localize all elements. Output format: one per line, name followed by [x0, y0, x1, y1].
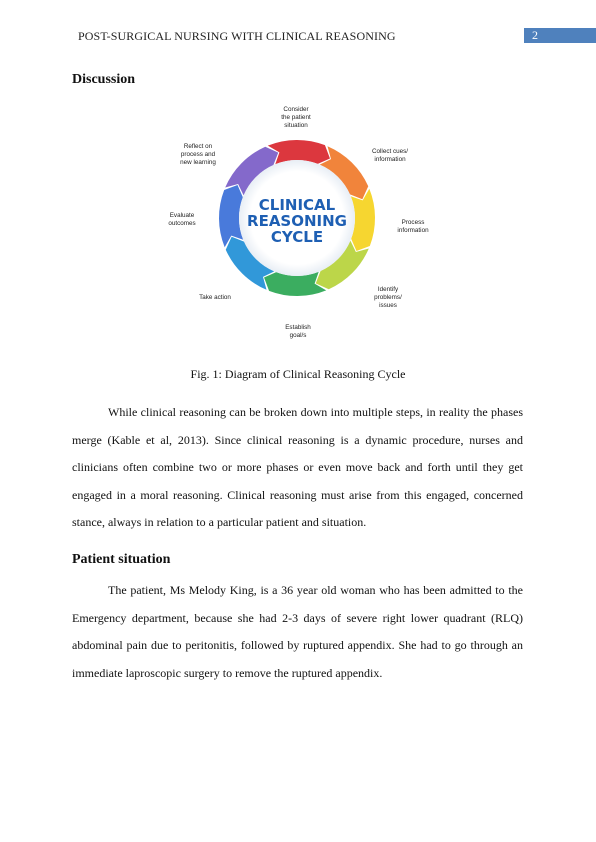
svg-text:goal/s: goal/s	[289, 332, 307, 339]
svg-text:Consider: Consider	[283, 106, 309, 113]
patient-paragraph	[72, 577, 523, 687]
svg-text:Collect cues/: Collect cues/	[371, 148, 409, 155]
label-establish	[285, 324, 311, 339]
cycle-title-line-1: CLINICAL	[258, 196, 336, 214]
label-take-action	[199, 294, 231, 301]
svg-text:Establish: Establish	[285, 324, 311, 331]
cycle-title-line-3: CYCLE	[270, 228, 324, 246]
cycle-diagram	[165, 100, 435, 348]
svg-text:information: information	[374, 156, 406, 163]
label-evaluate	[168, 212, 195, 227]
label-collect	[372, 148, 408, 163]
patient-paragraph-text: The patient, Ms Melody King, is a 36 year old woman who has been admitted to the Emergency department, because she had 2-3 days of severe right lower quadrant (RLQ) abdominal pain due to peritonitis, followed by ruptured appendix. She had to go through an immediate laproscopic surgery to remove the ruptured appendix.	[72, 583, 523, 680]
page-number: 2	[524, 28, 596, 43]
svg-text:Reflect on: Reflect on	[183, 143, 213, 150]
svg-text:outcomes: outcomes	[168, 220, 196, 227]
svg-text:Identify: Identify	[377, 286, 399, 293]
running-head-title: POST-SURGICAL NURSING WITH CLINICAL REASONING	[78, 29, 396, 43]
label-consider	[281, 106, 311, 129]
svg-text:situation: situation	[284, 122, 308, 129]
discussion-paragraph-text: While clinical reasoning can be broken down into multiple steps, in reality the phases merge (Kable et al, 2013). Since clinical reasoning is a dynamic procedure, nurses and clinicians often combine two or more phases or even move back and forth until they get engaged in a moral reasoning. Clinical reasoning must arise from this engaged, concerned stance, always in relation to a particular patient and situation.	[72, 405, 523, 529]
clinical-reasoning-cycle-figure	[165, 100, 435, 348]
svg-text:Take action: Take action	[199, 294, 231, 301]
svg-text:problems/: problems/	[374, 294, 402, 301]
label-process	[397, 219, 429, 234]
label-identify	[374, 286, 402, 309]
svg-text:new learning: new learning	[180, 159, 216, 166]
patient-situation-heading: Patient situation	[72, 552, 171, 567]
figure-caption: Fig. 1: Diagram of Clinical Reasoning Cycle	[190, 367, 406, 381]
cycle-title-line-2: REASONING	[247, 212, 347, 230]
discussion-paragraph	[72, 399, 523, 537]
svg-text:the patient: the patient	[281, 114, 311, 121]
label-reflect	[180, 143, 216, 166]
discussion-heading: Discussion	[72, 72, 136, 87]
svg-text:issues: issues	[379, 302, 397, 309]
svg-text:Process: Process	[401, 219, 425, 226]
svg-text:process and: process and	[180, 151, 216, 158]
svg-text:Evaluate: Evaluate	[169, 212, 195, 219]
svg-text:information: information	[397, 227, 429, 234]
